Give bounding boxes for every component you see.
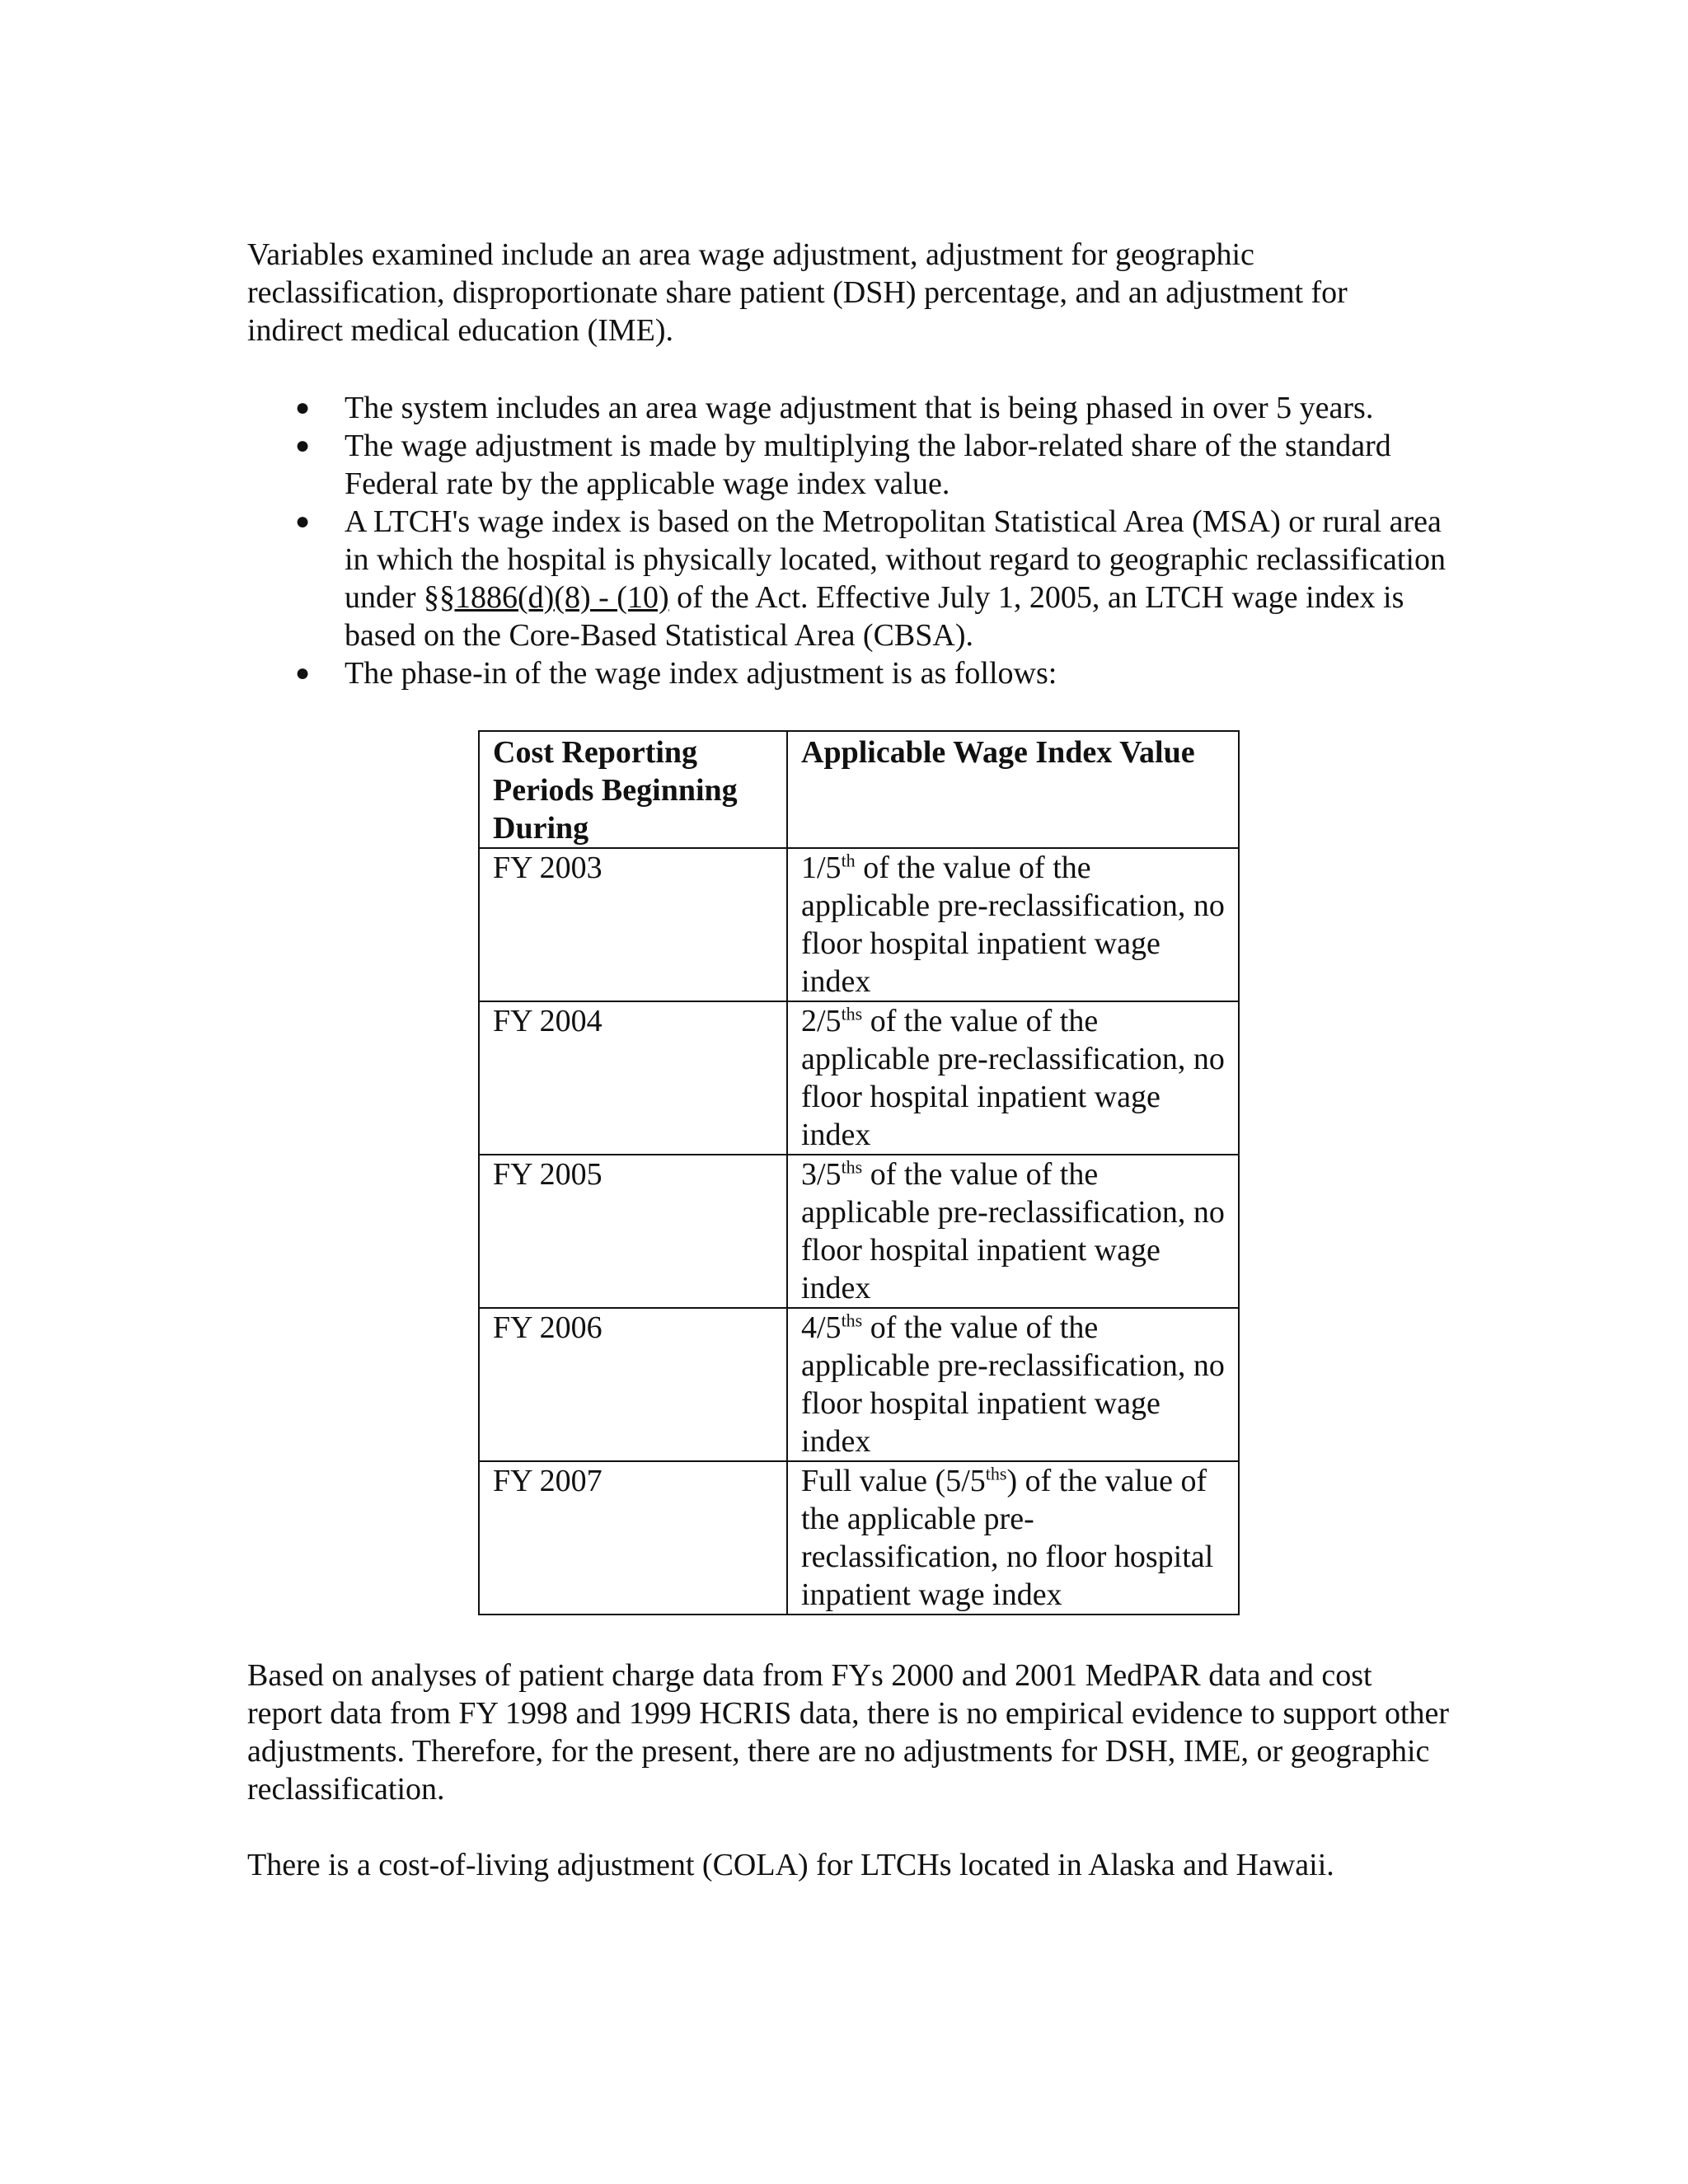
bullet-icon: ● [295, 659, 311, 687]
wage-cell: $4/5^{ths}$ of the value of the applicable pre-reclassification, no floor hospital inpatient wage index [787, 1308, 1239, 1461]
period-cell: FY 2003 [479, 848, 787, 1001]
bullet-list-wage [247, 389, 1451, 503]
intro-paragraph: Variables examined include an area wage adjustment, adjustment for geographic reclassification, disproportionate share patient (DSH) percentage, and an adjustment for indirect medical education (IME). [247, 237, 1348, 348]
statute-link[interactable]: §§1886(d)(8) - (10) [424, 580, 669, 615]
bullet-text-after: of the Act. Effective July 1, 2005, an LTCH wage index is based on the Core-Based Statistical Area (CBSA). [345, 580, 1404, 653]
document-page [247, 236, 1451, 1884]
period-cell: FY 2005 [479, 1155, 787, 1308]
table-row [479, 1461, 1239, 1615]
wage-cell: $2/5^{ths}$ of the value of the applicable pre-reclassification, no floor hospital inpatient wage index [787, 1001, 1239, 1155]
table-row [479, 848, 1239, 1001]
bullet-item [247, 503, 1451, 654]
bullet-icon: ● [295, 394, 311, 421]
bullet-text-before: A LTCH's wage index is based on the Metropolitan Statistical Area (MSA) or rural area in which the hospital is physically located, without regard to geographic reclassification under [345, 504, 1446, 615]
header-cost-period: Cost Reporting Periods Beginning During [479, 731, 787, 848]
period-cell: FY 2004 [479, 1001, 787, 1155]
table-header-row [479, 731, 1239, 848]
bullet-item [247, 427, 1451, 503]
bullet-text: The wage adjustment is made by multiplying the labor-related share of the standard Federal rate by the applicable wage index value. [345, 429, 1391, 501]
period-cell: FY 2006 [479, 1308, 787, 1461]
bullet-list-phase [247, 654, 1451, 692]
wage-cell: $3/5^{ths}$ of the value of the applicable pre-reclassification, no floor hospital inpatient wage index [787, 1155, 1239, 1308]
bullet-list-ltch [247, 503, 1451, 654]
wage-cell: 1/5th of the value of the applicable pre-reclassification, no floor hospital inpatient wage index [787, 848, 1239, 1001]
wage-index-table [478, 730, 1240, 1615]
bullet-icon: ● [295, 508, 311, 535]
bullet-item [247, 654, 1451, 692]
bullet-icon: ● [295, 432, 311, 459]
cola-paragraph: There is a cost-of-living adjustment (COLA) for LTCHs located in Alaska and Hawaii. [247, 1848, 1334, 1882]
period-cell: FY 2007 [479, 1461, 787, 1615]
bullet-item [247, 389, 1451, 427]
wage-cell: Full value $(5/5^{ths})$ of the value of the applicable pre-reclassification, no floor hospital inpatient wage index [787, 1461, 1239, 1615]
analysis-paragraph: Based on analyses of patient charge data from FYs 2000 and 2001 MedPAR data and cost report data from FY 1998 and 1999 HCRIS data, there is no empirical evidence to support other adjustments. Therefore, for the present, there are no adjustments for DSH, IME, or geographic reclassification. [247, 1658, 1450, 1807]
table-row [479, 1308, 1239, 1461]
bullet-text: The system includes an area wage adjustment that is being phased in over 5 years. [345, 391, 1374, 425]
table-row [479, 1155, 1239, 1308]
bullet-text: The phase-in of the wage index adjustment is as follows: [345, 656, 1057, 691]
table-row [479, 1001, 1239, 1155]
header-wage-index: Applicable Wage Index Value [787, 731, 1239, 848]
